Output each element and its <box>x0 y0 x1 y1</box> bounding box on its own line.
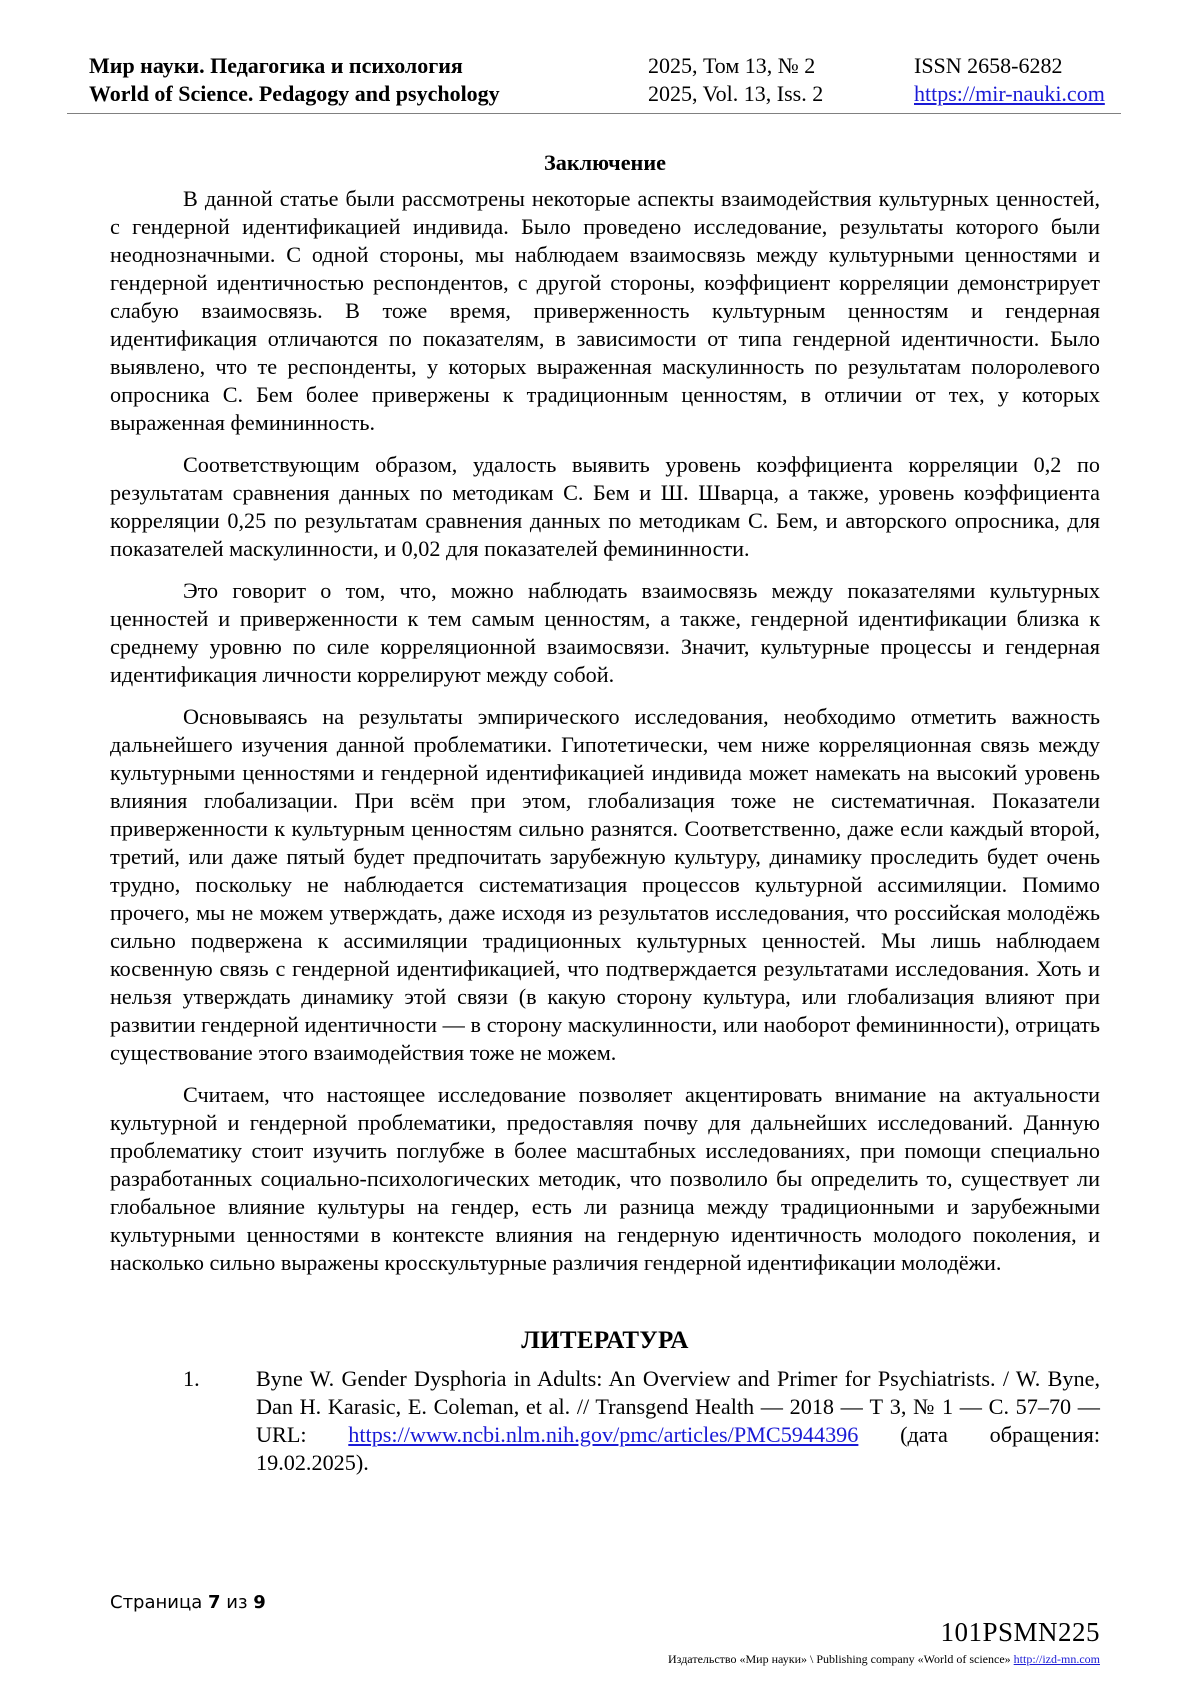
page-label: Страница <box>110 1592 203 1613</box>
issue-ru: 2025, Том 13, № 2 <box>648 53 816 78</box>
journal-site-link[interactable]: https://mir-nauki.com <box>914 81 1105 106</box>
conclusion-paragraph: Основываясь на результаты эмпирического исследования, необходимо отметить важность дальнейшего изучения данной проблематики. Гипотетически, чем ниже корреляционная связь между культурными ценностями и гендерной идентификацией индивида может намекать на высокий уровень влияния глобализации. При всём при этом, глобализация тоже не систематичная. Показатели приверженности к культурным ценностям сильно разнятся. Соответственно, даже если каждый второй, третий, или даже пятый будет предпочитать зарубежную культуру, динамику проследить будет очень трудно, поскольку не наблюдается систематизация процессов культурной ассимиляции. Помимо прочего, мы не можем утверждать, даже исходя из результатов исследования, что российская молодёжь сильно подвержена к ассимиляции традиционных культурных ценностей. Мы лишь наблюдаем косвенную связь с гендерной идентификацией, что подтверждается результатами исследования. Хоть и нельзя утверждать динамику этой связи (в какую сторону культура, или глобализация влияют при развитии гендерной идентичности — в сторону маскулинности, или наоборот фемининности), отрицать существование этого взаимодействия тоже не можем. <box>110 704 1100 1065</box>
publisher-link[interactable]: http://izd-mn.com <box>1013 1652 1100 1666</box>
page-total: 9 <box>253 1592 266 1613</box>
publisher-line <box>668 1652 1100 1667</box>
reference-text-after: (дата обращения: 19.02.2025). <box>256 1422 1100 1475</box>
conclusion-paragraph: Соответствующим образом, удалость выявить уровень коэффициента корреляции 0,2 по результатам сравнения данных по методикам С. Бем и Ш. Шварца, а также, уровень коэффициента корреляции 0,25 по результатам сравнения данных по методикам С. Бем, и авторского опросника, для показателей маскулинности, и 0,02 для показателей фемининности. <box>110 452 1100 561</box>
reference-text-before: Byne W. Gender Dysphoria in Adults: An Overview and Primer for Psychiatrists. / W. Byne, Dan H. Karasic, E. Coleman, et al. // Transgend Health — 2018 — Т 3, № 1 — С. 57–70 — URL: <box>256 1366 1100 1447</box>
header-row-ru <box>89 52 1121 80</box>
conclusion-paragraph: В данной статье были рассмотрены некоторые аспекты взаимодействия культурных ценностей, с гендерной идентификацией индивида. Было проведено исследование, результаты которого были неоднозначными. С одной стороны, мы наблюдаем взаимосвязь между культурными ценностями и гендерной идентичностью респондентов, с другой стороны, коэффициент корреляции демонстрирует слабую взаимосвязь. В тоже время, приверженность культурным ценностям и гендерная идентификация отличаются по показателям, в зависимости от типа гендерной идентичности. Было выявлено, что те респонденты, у которых выраженная маскулинность по результатам полоролевого опросника С. Бем более привержены к традиционным ценностям, в отличии от тех, у которых выраженная фемининность. <box>110 186 1100 435</box>
publisher-name: Издательство «Мир науки» \ Publishing company «World of science» <box>668 1652 1014 1666</box>
header-row-en <box>89 80 1121 108</box>
literature-heading: ЛИТЕРАТУРА <box>521 1327 689 1354</box>
header-divider <box>67 113 1121 114</box>
page-number <box>110 1592 266 1613</box>
reference-item <box>110 1365 1100 1477</box>
conclusion-heading: Заключение <box>544 150 666 175</box>
reference-number: 1. <box>183 1366 200 1391</box>
page-of: из <box>226 1592 248 1613</box>
journal-title-en: World of Science. Pedagogy and psychology <box>89 81 500 106</box>
conclusion-paragraph: Считаем, что настоящее исследование позволяет акцентировать внимание на актуальности культурной и гендерной проблематики, предоставляя почву для дальнейших исследований. Данную проблематику стоит изучить поглубже в более масштабных исследованиях, при помощи специально разработанных социально-психологических методик, что позволило бы определить то, существует ли глобальное влияние культуры на гендер, есть ли разница между традиционными и зарубежными культурными ценностями в контексте влияния на гендерную идентичность молодого поколения, и насколько сильно выражены кросскультурные различия гендерной идентификации молодёжи. <box>110 1082 1100 1275</box>
issue-en: 2025, Vol. 13, Iss. 2 <box>648 81 824 106</box>
article-code: 101PSMN225 <box>940 1617 1100 1647</box>
page-current: 7 <box>208 1592 221 1613</box>
article-body <box>110 149 1100 1477</box>
reference-url-link[interactable]: https://www.ncbi.nlm.nih.gov/pmc/articles/PMC5944396 <box>348 1422 859 1447</box>
conclusion-paragraph: Это говорит о том, что, можно наблюдать взаимосвязь между показателями культурных ценностей и приверженности к тем самым ценностям, а также, гендерной идентификации близка к среднему уровню по силе корреляционной взаимосвязи. Значит, культурные процессы и гендерная идентификация личности коррелируют между собой. <box>110 578 1100 687</box>
reference-text <box>256 1365 1100 1477</box>
issn: ISSN 2658-6282 <box>914 53 1063 78</box>
page-header <box>89 52 1121 108</box>
journal-title-ru: Мир науки. Педагогика и психология <box>89 53 463 78</box>
